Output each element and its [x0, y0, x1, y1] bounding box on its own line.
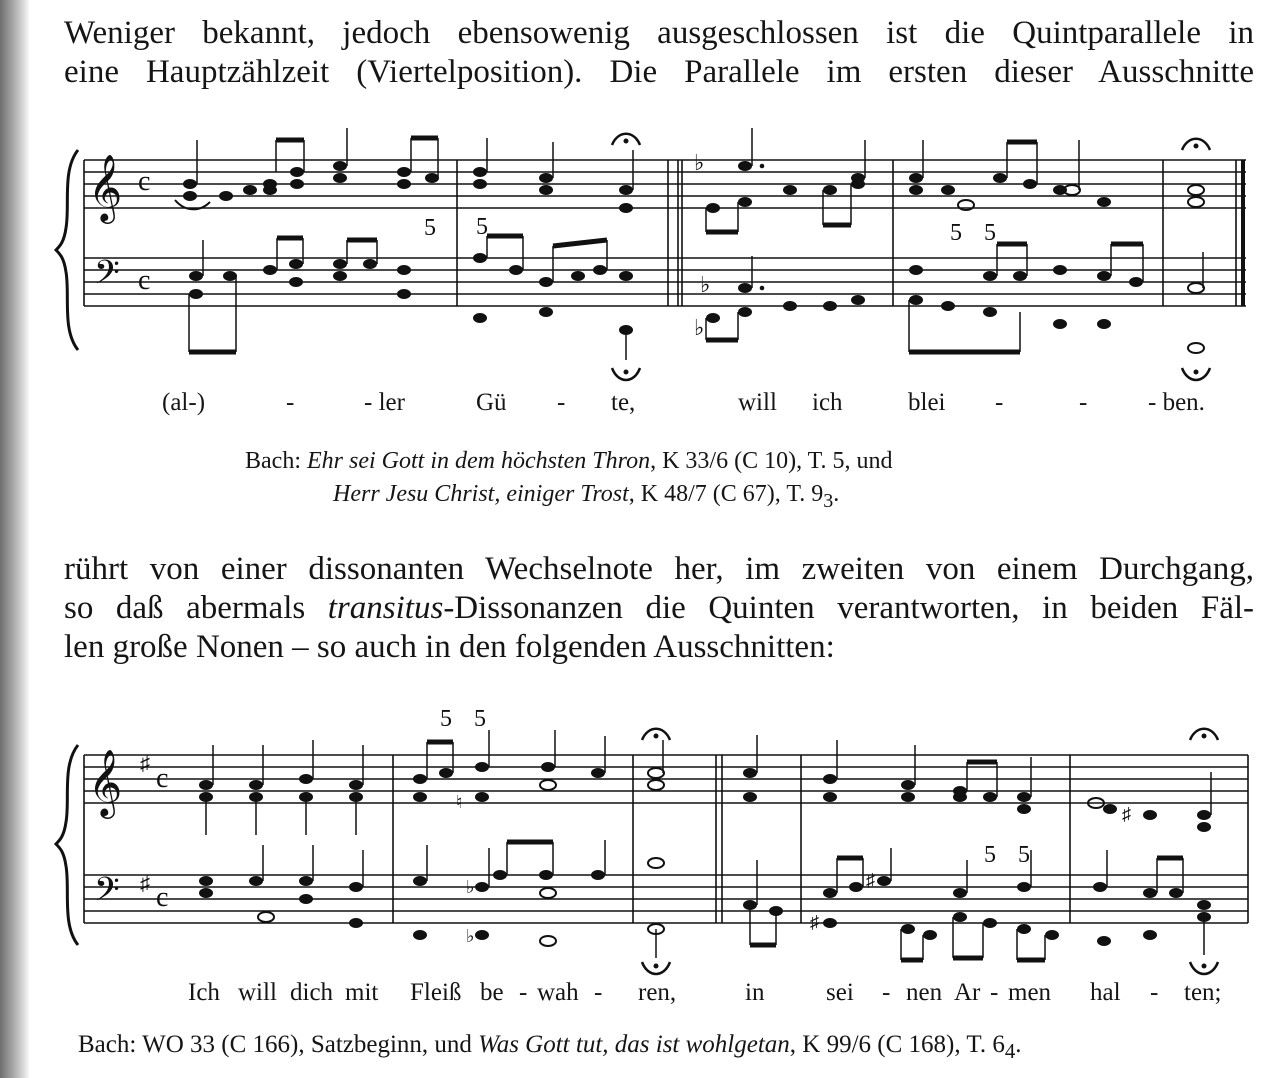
natural-icon: ♮ [456, 792, 463, 812]
barlines [84, 755, 1248, 923]
lyric-syllable: ren, [638, 979, 677, 1006]
lyric-syllable: Ar [954, 979, 981, 1006]
lyric-syllable: - [882, 979, 891, 1006]
figure-five: 5 [984, 842, 996, 868]
caption-work-title: Ehr sei Gott in dem höchsten Thron [306, 448, 651, 474]
music-example-2 [56, 706, 1248, 974]
example-caption [78, 1028, 1022, 1068]
lyric-syllable: - ler [364, 389, 405, 416]
paragraph-line: rührt von einer dissonanten Wechselnote her, im zweiten von einem Durchgang, [64, 551, 1254, 587]
sharp-icon: ♯ [1122, 804, 1131, 824]
flat-icon: ♭ [700, 272, 711, 297]
caption-work-title: Was Gott tut, das ist wohlgetan [478, 1031, 790, 1058]
caption-text: , K 48/7 (C 67), T. 9 [628, 481, 824, 507]
paragraph-line [64, 589, 1254, 628]
lyric-syllable: - [557, 389, 566, 416]
lyric-syllable: - [286, 389, 295, 416]
figure-five: 5 [424, 215, 436, 241]
lyric-syllable: Fleiß [410, 979, 462, 1006]
lyric-syllable: be [480, 979, 504, 1006]
lyric-syllable: ten; [1184, 979, 1222, 1006]
lyric-syllable: - [1150, 979, 1159, 1006]
time-signature: c [156, 882, 169, 913]
sharp-icon: ♯ [866, 870, 875, 890]
time-signature: c [138, 265, 151, 296]
caption-subscript: 3 [823, 489, 834, 512]
figure-five: 5 [440, 706, 452, 732]
bass-stems [263, 840, 1218, 974]
bass-clef-icon: 𝄢 [94, 871, 120, 917]
system-brace [56, 150, 78, 350]
lyric-syllable: in [745, 979, 765, 1006]
music-example-1 [56, 128, 1246, 380]
paragraph-line: Weniger bekannt, jedoch ebensowenig ausgeschlossen ist die Quintparallele in [64, 15, 1254, 51]
lyric-syllable: - [1079, 389, 1088, 416]
figure-five: 5 [474, 706, 486, 732]
caption-text: Bach: WO 33 (C 166), Satzbeginn, und [78, 1031, 479, 1058]
time-signature: c [156, 763, 169, 794]
treble-stems-m1 [175, 128, 438, 209]
lyric-syllable: hal [1090, 979, 1121, 1006]
lyric-syllable: will [738, 389, 777, 416]
figure-five: 5 [950, 220, 962, 246]
caption-subscript: 4 [1004, 1039, 1016, 1063]
lyric-syllable: dich [290, 979, 334, 1006]
treble-notes-m1 [183, 161, 439, 201]
lyric-syllable: (al-) [162, 389, 206, 416]
sharp-icon: ♯ [140, 873, 150, 895]
figure-five: 5 [984, 220, 996, 246]
flat-icon: ♭ [694, 315, 705, 340]
treble-notes-m3 [706, 161, 865, 213]
treble-clef-icon: 𝄞 [88, 153, 123, 221]
lyrics-example-2 [188, 979, 1222, 1006]
lyric-syllable: - [990, 979, 999, 1006]
paragraph-line: len große Nonen – so auch in den folgenden Ausschnitten: [64, 629, 835, 665]
example-caption [333, 478, 839, 518]
lyric-syllable: men [1008, 979, 1052, 1006]
paragraph-text: so daß abermals [64, 590, 328, 626]
caption-text: Bach: [245, 448, 307, 474]
lyric-syllable: te, [611, 389, 636, 416]
lyric-syllable: wah [537, 979, 579, 1006]
sharp-icon: ♯ [810, 912, 819, 932]
caption-text: . [1015, 1031, 1022, 1058]
paragraph-body [64, 550, 1254, 667]
system-brace [56, 745, 78, 945]
lyric-syllable: - [594, 979, 603, 1006]
treble-clef-icon: 𝄞 [88, 748, 123, 816]
lyric-syllable: sei [826, 979, 854, 1006]
time-signature: c [138, 166, 151, 197]
lyric-syllable: Ich [188, 979, 220, 1006]
lyric-syllable: will [238, 979, 277, 1006]
treble-notes [199, 762, 1211, 832]
bass-staff [84, 258, 1246, 306]
figure-five: 5 [476, 214, 488, 240]
flat-icon: ♭ [694, 150, 705, 175]
caption-text: , K 99/6 (C 168), T. 6 [789, 1031, 1005, 1058]
caption-text: . [833, 481, 840, 507]
treble-staff [84, 160, 1246, 208]
sharp-icon: ♯ [140, 753, 150, 775]
example-caption [245, 445, 893, 478]
flat-icon: ♭ [466, 926, 475, 946]
paragraph-text: -Dissonanzen die Quinten verantworten, in beiden Fäl- [443, 590, 1254, 626]
lyric-syllable: - [995, 389, 1004, 416]
figure-five: 5 [1018, 842, 1030, 868]
lyric-syllable: Gü [476, 389, 507, 416]
lyric-syllable: - ben. [1148, 389, 1205, 416]
caption-work-title: Herr Jesu Christ, einiger Trost [333, 481, 629, 507]
caption-text: , K 33/6 (C 10), T. 5, und [650, 448, 893, 474]
lyrics-example-1 [162, 389, 1205, 416]
lyric-syllable: blei [908, 389, 946, 416]
lyric-syllable: mit [345, 979, 379, 1006]
bass-clef-icon: 𝄢 [94, 254, 120, 300]
paragraph-term: transitus [327, 590, 444, 626]
flat-icon: ♭ [466, 877, 475, 897]
lyric-syllable: - [519, 979, 528, 1006]
bass-notes [199, 870, 1211, 946]
barlines [84, 160, 1243, 306]
fermata-dot [624, 139, 629, 144]
lyric-syllable: ich [812, 389, 843, 416]
lyric-syllable: nen [906, 979, 943, 1006]
paragraph-line: eine Hauptzählzeit (Viertelposition). Die Parallele im ersten dieser Ausschnitte [64, 54, 1254, 90]
